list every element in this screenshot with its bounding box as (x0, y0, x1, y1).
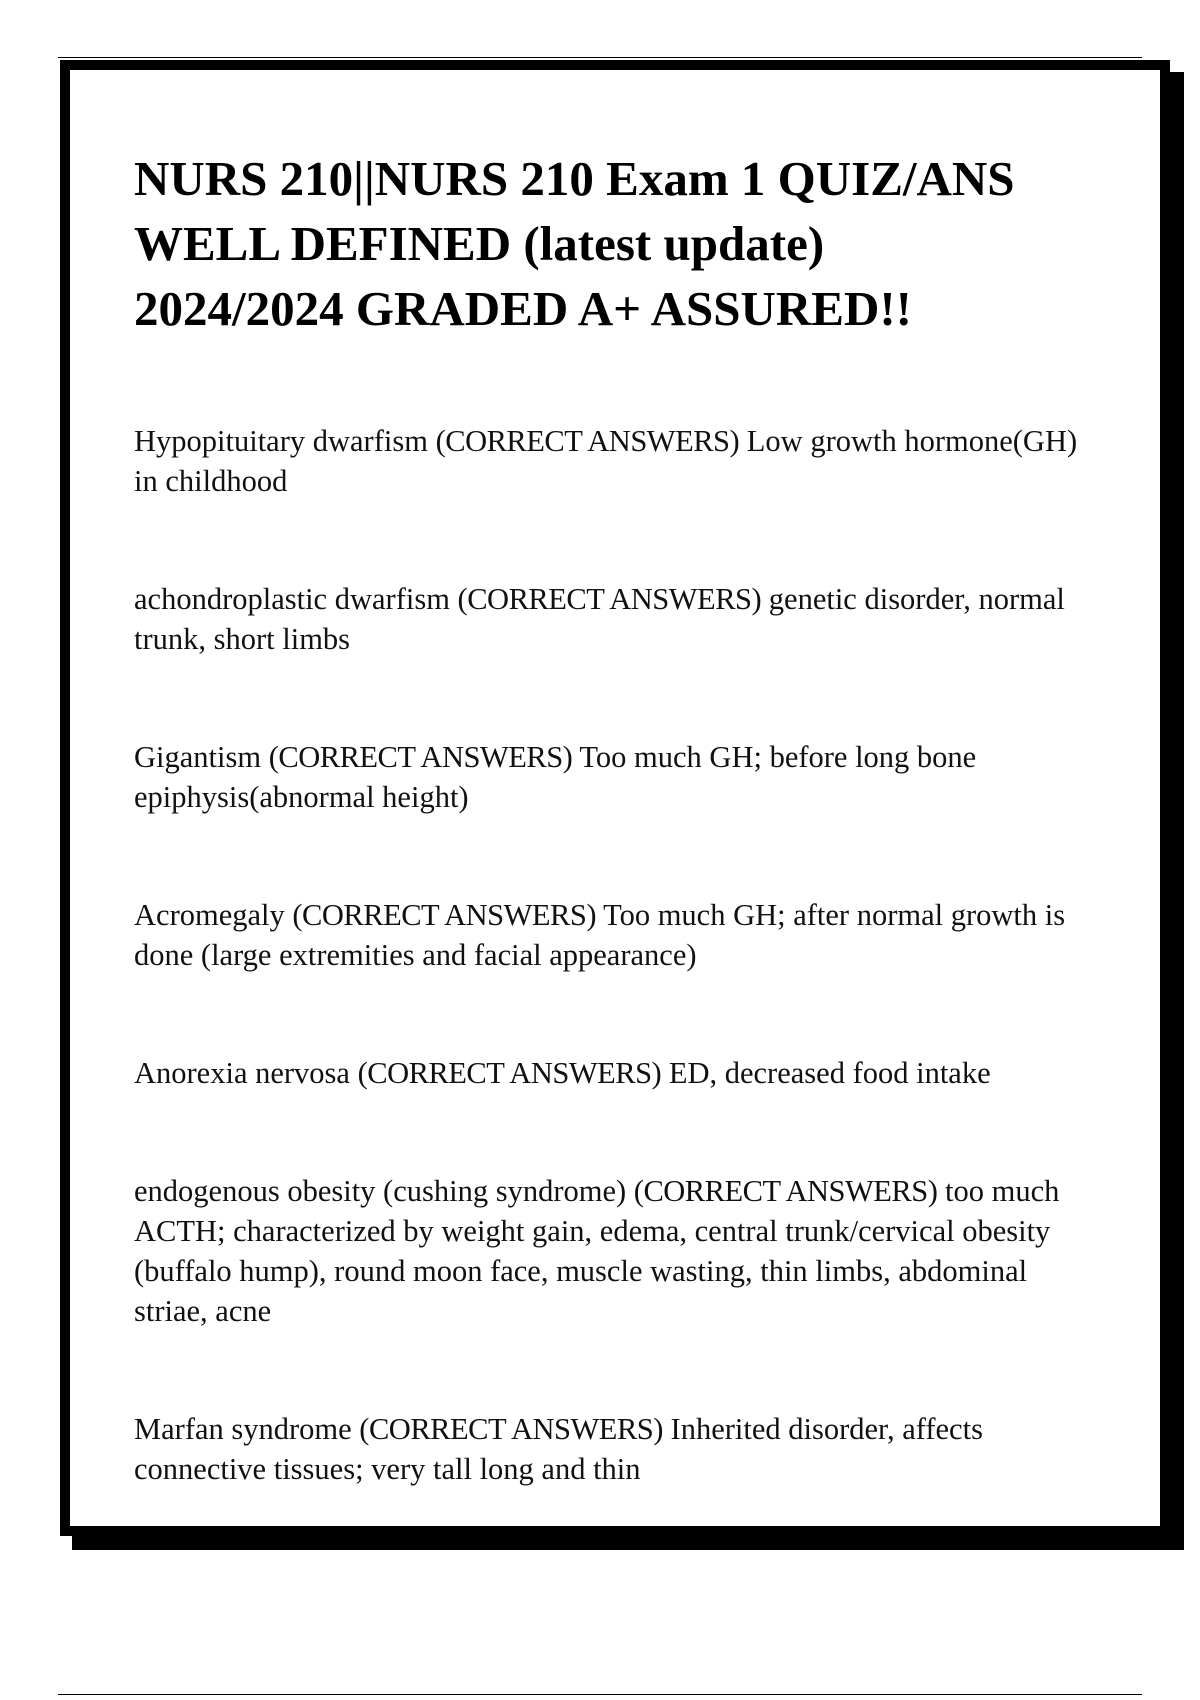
entry-term: Hypopituitary dwarfism (134, 424, 428, 458)
entry-tag: (CORRECT ANSWERS) (268, 740, 573, 774)
entry-term: Marfan syndrome (134, 1412, 352, 1446)
entry-answer: ED, decreased food intake (668, 1056, 991, 1090)
entry-tag: (CORRECT ANSWERS) (292, 898, 596, 932)
title-line: NURS 210||NURS 210 Exam 1 QUIZ/ANS (134, 151, 1015, 206)
qa-entry (134, 1409, 1094, 1489)
document-title (134, 146, 1094, 341)
title-line: 2024/2024 GRADED A+ ASSURED!! (134, 281, 912, 336)
entry-answer: Too much GH; before long bone epiphysis(abnormal height) (134, 740, 977, 814)
entry-answer: Too much GH; after normal growth is done (large extremities and facial appearance) (134, 898, 1066, 972)
document-content (134, 146, 1094, 1567)
entry-answer: genetic disorder, normal trunk, short limbs (134, 582, 1065, 656)
top-rule (58, 57, 1142, 58)
entry-answer: Low growth hormone(GH) in childhood (134, 424, 1078, 498)
entry-tag: (CORRECT ANSWERS) (633, 1174, 938, 1208)
entry-term: achondroplastic dwarfism (134, 582, 450, 616)
title-line: WELL DEFINED (latest update) (134, 216, 825, 271)
qa-entry (134, 1053, 1094, 1093)
entry-term: Anorexia nervosa (134, 1056, 350, 1090)
entry-tag: (CORRECT ANSWERS) (357, 1056, 662, 1090)
qa-list (134, 421, 1094, 1489)
entry-term: endogenous obesity (cushing syndrome) (134, 1174, 627, 1208)
qa-entry (134, 421, 1094, 501)
entry-tag: (CORRECT ANSWERS) (359, 1412, 663, 1446)
entry-tag: (CORRECT ANSWERS) (457, 582, 762, 616)
qa-entry (134, 895, 1094, 975)
entry-term: Acromegaly (134, 898, 285, 932)
entry-answer: too much ACTH; characterized by weight gain, edema, central trunk/cervical obesity (buffalo hump), round moon face, muscle wasting, thin limbs, abdominal striae, acne (134, 1174, 1060, 1328)
qa-entry (134, 1171, 1094, 1331)
bottom-rule (58, 1694, 1142, 1695)
entry-answer: Inherited disorder, affects connective tissues; very tall long and thin (134, 1412, 983, 1486)
entry-tag: (CORRECT ANSWERS) (435, 424, 740, 458)
entry-term: Gigantism (134, 740, 262, 774)
qa-entry (134, 579, 1094, 659)
qa-entry (134, 737, 1094, 817)
